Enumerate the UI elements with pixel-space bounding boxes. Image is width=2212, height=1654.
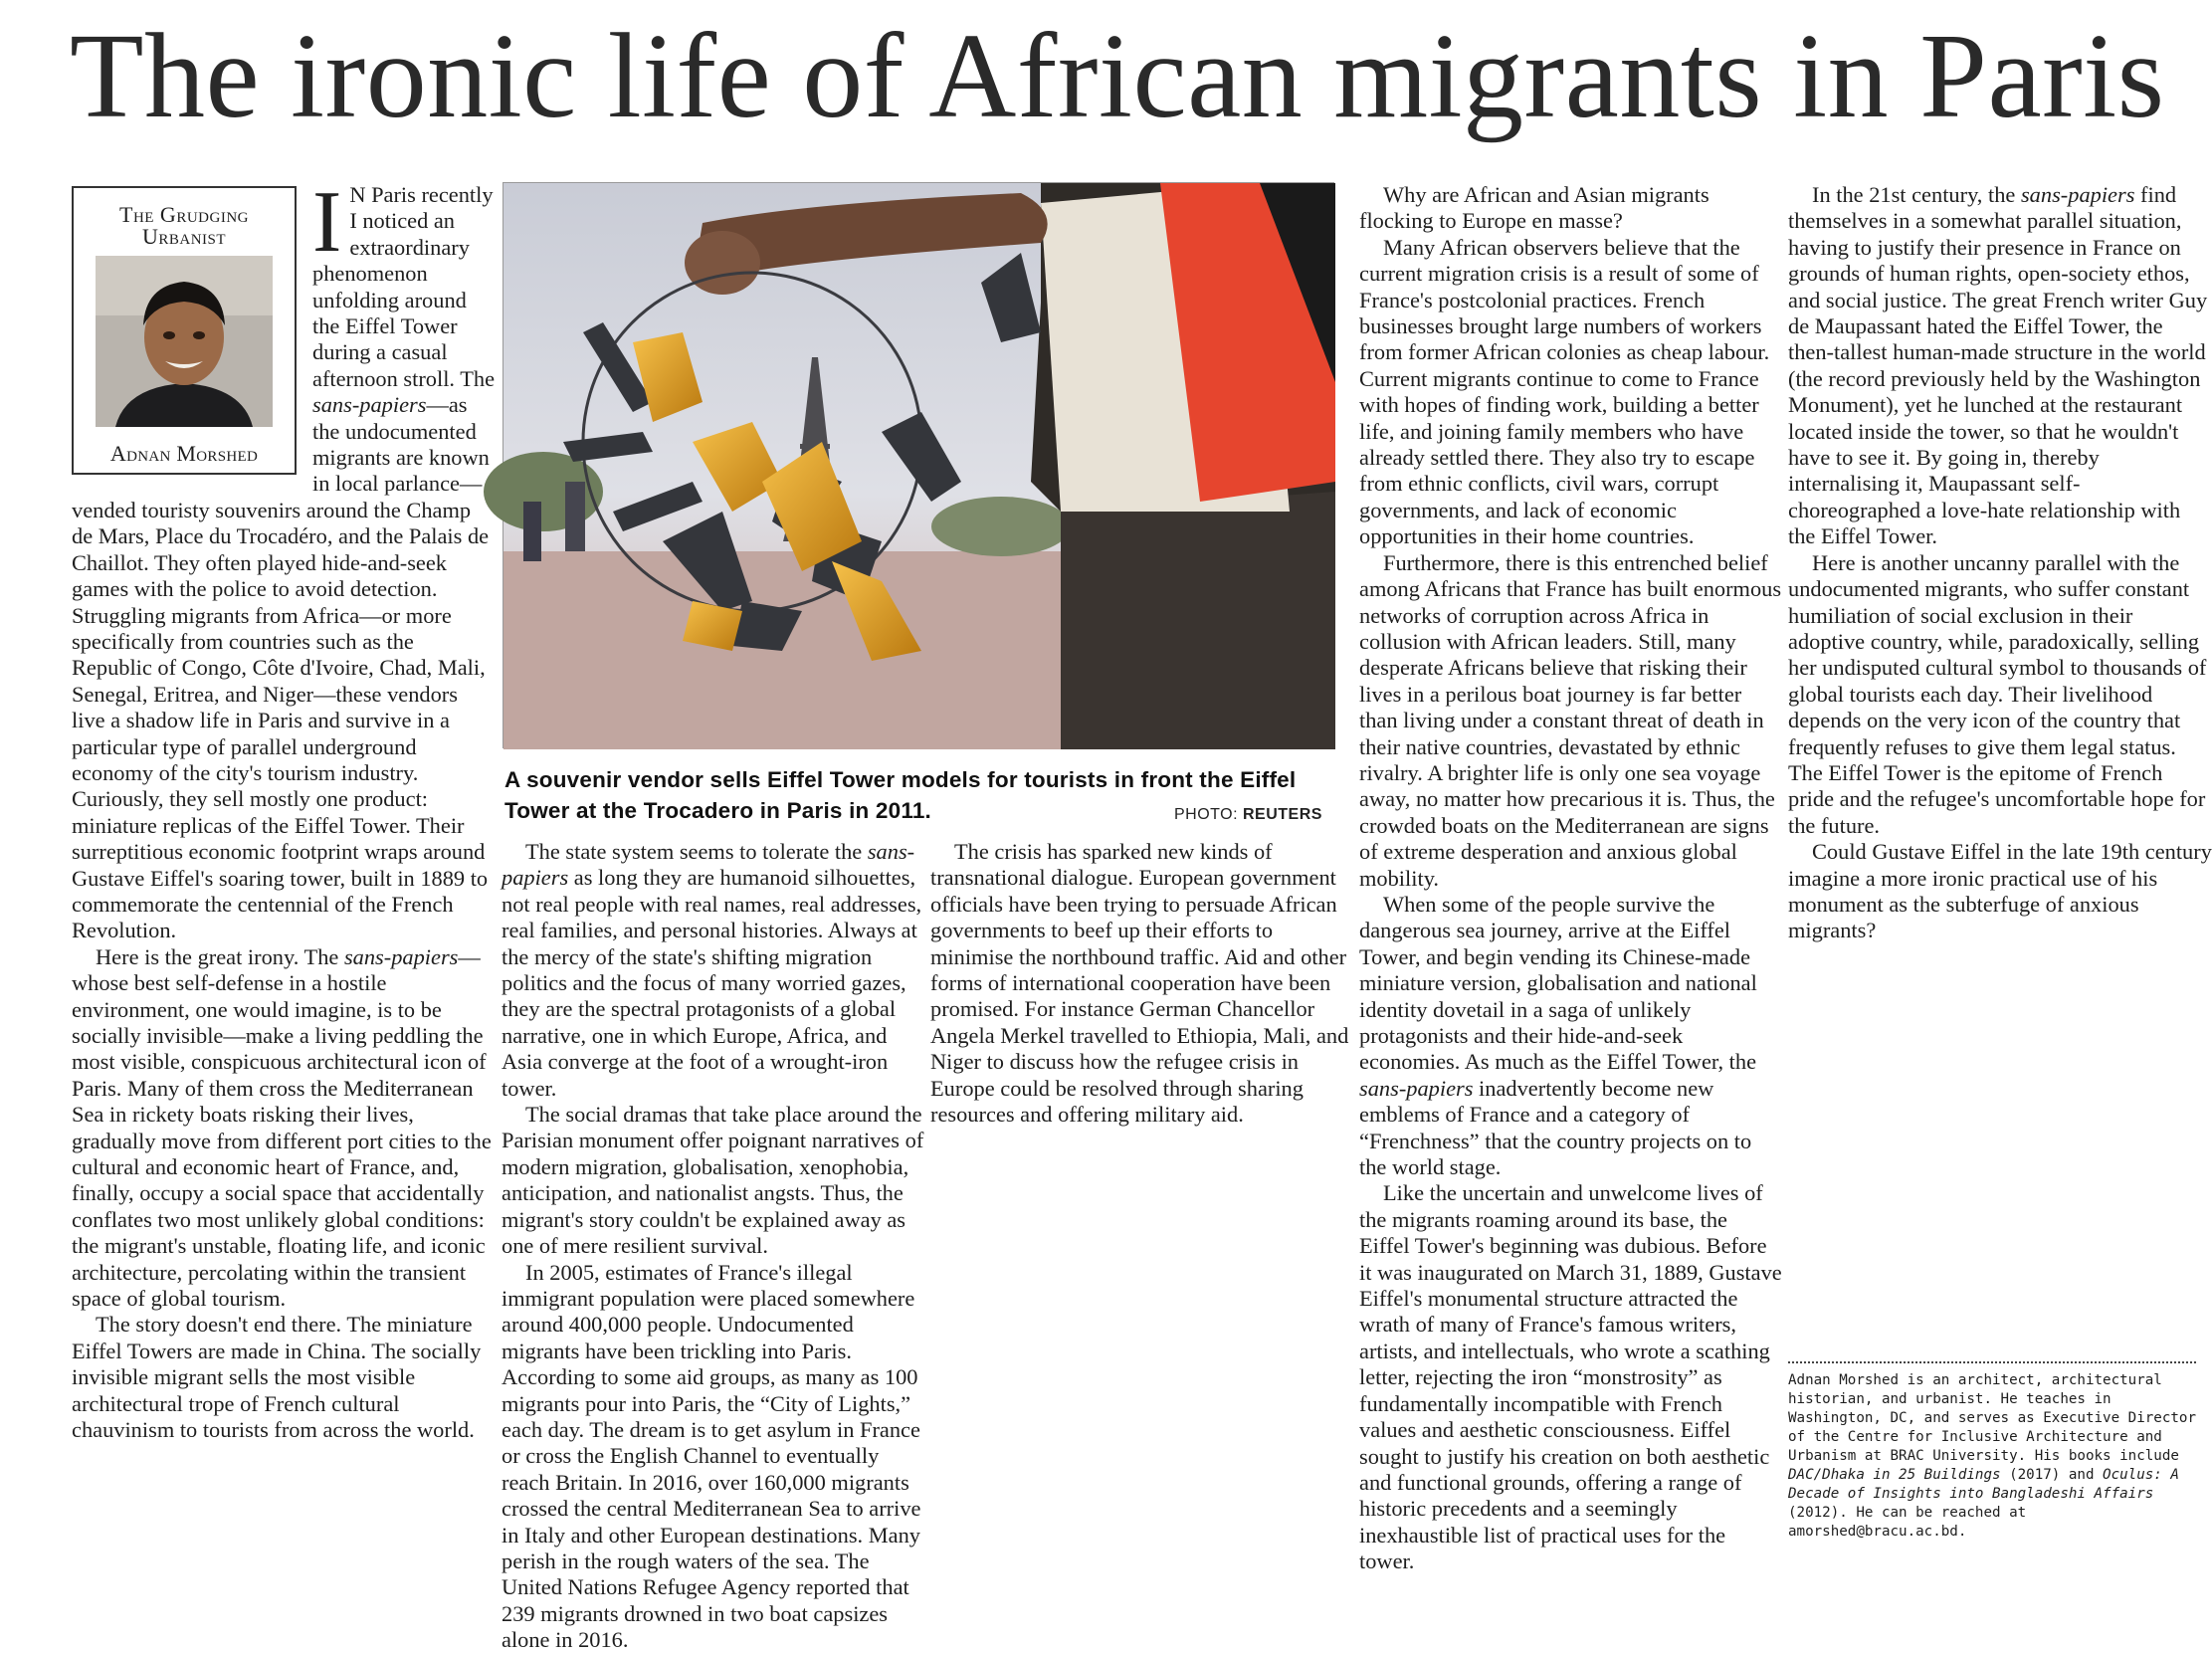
article-column-2 — [502, 839, 925, 1653]
photo-caption: A souvenir vendor sells Eiffel Tower models for tourists in front the Eiffel Tower at the Trocadero in Paris in 2011. — [504, 767, 1297, 823]
paragraph: The story doesn't end there. The miniature Eiffel Towers are made in China. The socially invisible migrant sells the most visible architectural trope of French cultural chauvinism to tourists from across the world. — [72, 1312, 482, 1443]
photo-credit: PHOTO: REUTERS — [1174, 806, 1322, 823]
article-column-4 — [1359, 182, 1783, 1574]
paragraph: Many African observers believe that the current migration crisis is a result of some of France's postcolonial practices. French businesses brought large numbers of workers from former African colonies as cheap labour. Current migrants continue to come to France with hopes of finding work, building a better life, and joining family members who have already settled there. They also try to escape from ethnic conflicts, civil wars, corrupt governments, and lack of economic opportunities in their home countries. — [1359, 234, 1770, 549]
column-box — [72, 186, 297, 475]
paragraph: When some of the people survive the dangerous sea journey, arrive at the Eiffel Tower, and begin vending its Chinese-made miniature version, globalisation and national identity dovetail in a saga of unlikely protagonists and their hide-and-seek economies. As much as the Eiffel Tower, the sans-papiers inadvertently become new emblems of France and a category of “Frenchness” that the country projects on to the world stage. — [1359, 891, 1757, 1180]
news-photo — [503, 182, 1334, 748]
author-name: Adnan Morshed — [109, 441, 259, 466]
vendor-photo-illustration — [503, 183, 1335, 749]
paragraph: The social dramas that take place around the Parisian monument offer poignant narratives of modern migration, globalisation, xenophobia, anticipation, and nationalist angsts. Thus, the migrant's story couldn't be explained away as one of mere resilient survival. — [502, 1102, 924, 1259]
article-column-3 — [930, 839, 1354, 1541]
drop-cap: I — [312, 174, 342, 271]
author-bio: Adnan Morshed is an architect, architectural historian, and urbanist. He teaches in Washington, DC, and serves as Executive Director of the Centre for Inclusive Architecture and Urbanism at BRAC University. His books include DAC/Dhaka in 25 Buildings (2017) and Oculus: A Decade of Insights into Bangladeshi Affairs (2012). He can be reached at amorshed@bracu.ac.bd. — [1788, 1372, 2196, 1540]
paragraph: The crisis has sparked new kinds of transnational dialogue. European government officials have been trying to persuade African governments to beef up their efforts to minimise the northbound traffic. Aid and other forms of international cooperation have been promised. For instance German Chancellor Angela Merkel travelled to Ethiopia, Mali, and Niger to discuss how the refugee crisis in Europe could be resolved through sharing resources and offering military aid. — [930, 839, 1349, 1128]
column-name: The Grudging Urbanist — [119, 202, 249, 249]
article-column-1 — [72, 174, 496, 1541]
headline: The ironic life of African migrants in Paris — [70, 9, 2165, 143]
paragraph: Here is another uncanny parallel with the undocumented migrants, who suffer constant humiliation of social exclusion in their adoptive country, while, paradoxically, selling her undisputed cultural symbol to thousands of global tourists each day. Their livelihood depends on the very icon of the country that frequently refuses to give them legal status. The Eiffel Tower is the epitome of French pride and the refugee's uncomfortable hope for the future. — [1788, 549, 2207, 838]
article-column-5 — [1788, 182, 2212, 1356]
paragraph: Furthermore, there is this entrenched belief among Africans that France has built enormous networks of corruption across Africa in collusion with African leaders. Still, many desperate Africans believe that risking their lives in a perilous boat journey is far better than living under a constant threat of death in their native countries, devastated by ethnic rivalry. A brighter life is only one sea voyage away, no matter how precarious it is. Thus, the crowded boats on the Mediterranean are signs of extreme desperation and anxious global mobility. — [1359, 549, 1782, 891]
photo-credit-source: REUTERS — [1243, 806, 1322, 823]
bio-divider — [1788, 1361, 2196, 1363]
paragraph: Could Gustave Eiffel in the late 19th century imagine a more ironic practical use of his monument as the subterfuge of anxious migrants? — [1788, 839, 2212, 943]
author-photo — [96, 256, 273, 427]
paragraph: Like the uncertain and unwelcome lives of the migrants roaming around its base, the Eiffel Tower's beginning was dubious. Before it was inaugurated on March 31, 1889, Gustave Eiffel's monumental structure attracted the wrath of many of France's famous writers, artists, and intellectuals, who wrote a scathing letter, rejecting the iron “monstrosity” as fundamentally incompatible with French values and aesthetic consciousness. Eiffel sought to justify his creation on both aesthetic and functional grounds, offering a range of historic precedents and a seemingly inexhaustible list of practical uses for the tower. — [1359, 1180, 1782, 1574]
paragraph: The state system seems to tolerate the sans-papiers as long they are humanoid silhouettes, not real people with real names, real addresses, real families, and personal histories. Always at the mercy of the state's shifting migration politics and the focus of many worried gazes, they are the spectral protagonists of a global narrative, one in which Europe, Africa, and Asia converge at the foot of a wrought-iron tower. — [502, 839, 922, 1101]
paragraph: Why are African and Asian migrants flocking to Europe en masse? — [1359, 182, 1709, 234]
paragraph: In the 21st century, the sans-papiers find themselves in a somewhat parallel situation, having to justify their presence in France on grounds of human rights, open-society ethos, and social justice. The great French writer Guy de Maupassant hated the Eiffel Tower, the then-tallest human-made structure in the world (the record previously held by the Washington Monument), yet he lunched at the restaurant located inside the tower, so that he wouldn't have to see it. By going in, thereby internalising it, Maupassant self-choreographed a love-hate relationship with the Eiffel Tower. — [1788, 182, 2208, 549]
paragraph: I N Paris recently I noticed an extraordinary phenomenon unfolding around the Eiffel Tower during a casual afternoon stroll. The sans-papiers—as the undocumented migrants are known in local parlance—vended touristy souvenirs around the Champ de Mars, Place du Trocadéro, and the Palais de Chaillot. They often played hide-and-seek games with the police to avoid detection. Struggling migrants from Africa—or more specifically from countries such as the Republic of Congo, Côte d'Ivoire, Chad, Mali, Senegal, Eritrea, and Niger—these vendors live a shadow life in Paris and survive in a particular type of parallel underground economy of the city's tourism industry. Curiously, they sell mostly one product: miniature replicas of the Eiffel Tower. Their surreptitious economic footprint wraps around Gustave Eiffel's soaring tower, built in 1889 to commemorate the centennial of the French Revolution. — [72, 174, 496, 943]
paragraph: In 2005, estimates of France's illegal immigrant population were placed somewhere around 400,000 people. Undocumented migrants have been trickling into Paris. According to some aid groups, as many as 100 migrants pour into Paris, the “City of Lights,” each day. The dream is to get asylum in France or cross the English Channel to eventually reach Britain. In 2016, over 160,000 migrants crossed the central Mediterranean Sea to arrive in Italy and other European destinations. Many perish in the rough waters of the sea. The United Nations Refugee Agency reported that 239 migrants drowned in two boat capsizes alone in 2016. — [502, 1259, 921, 1653]
paragraph: Here is the great irony. The sans-papiers—whose best self-defense in a hostile environment, one would imagine, is to be socially invisible—make a living peddling the most visible, conspicuous architectural icon of Paris. Many of them cross the Mediterranean Sea in rickety boats risking their lives, gradually move from different port cities to the cultural and economic heart of France, and, finally, occupy a social space that accidentally conflates two most unlikely global conditions: the migrant's unstable, floating life, and iconic architecture, percolating within the transient space of global tourism. — [72, 943, 492, 1312]
